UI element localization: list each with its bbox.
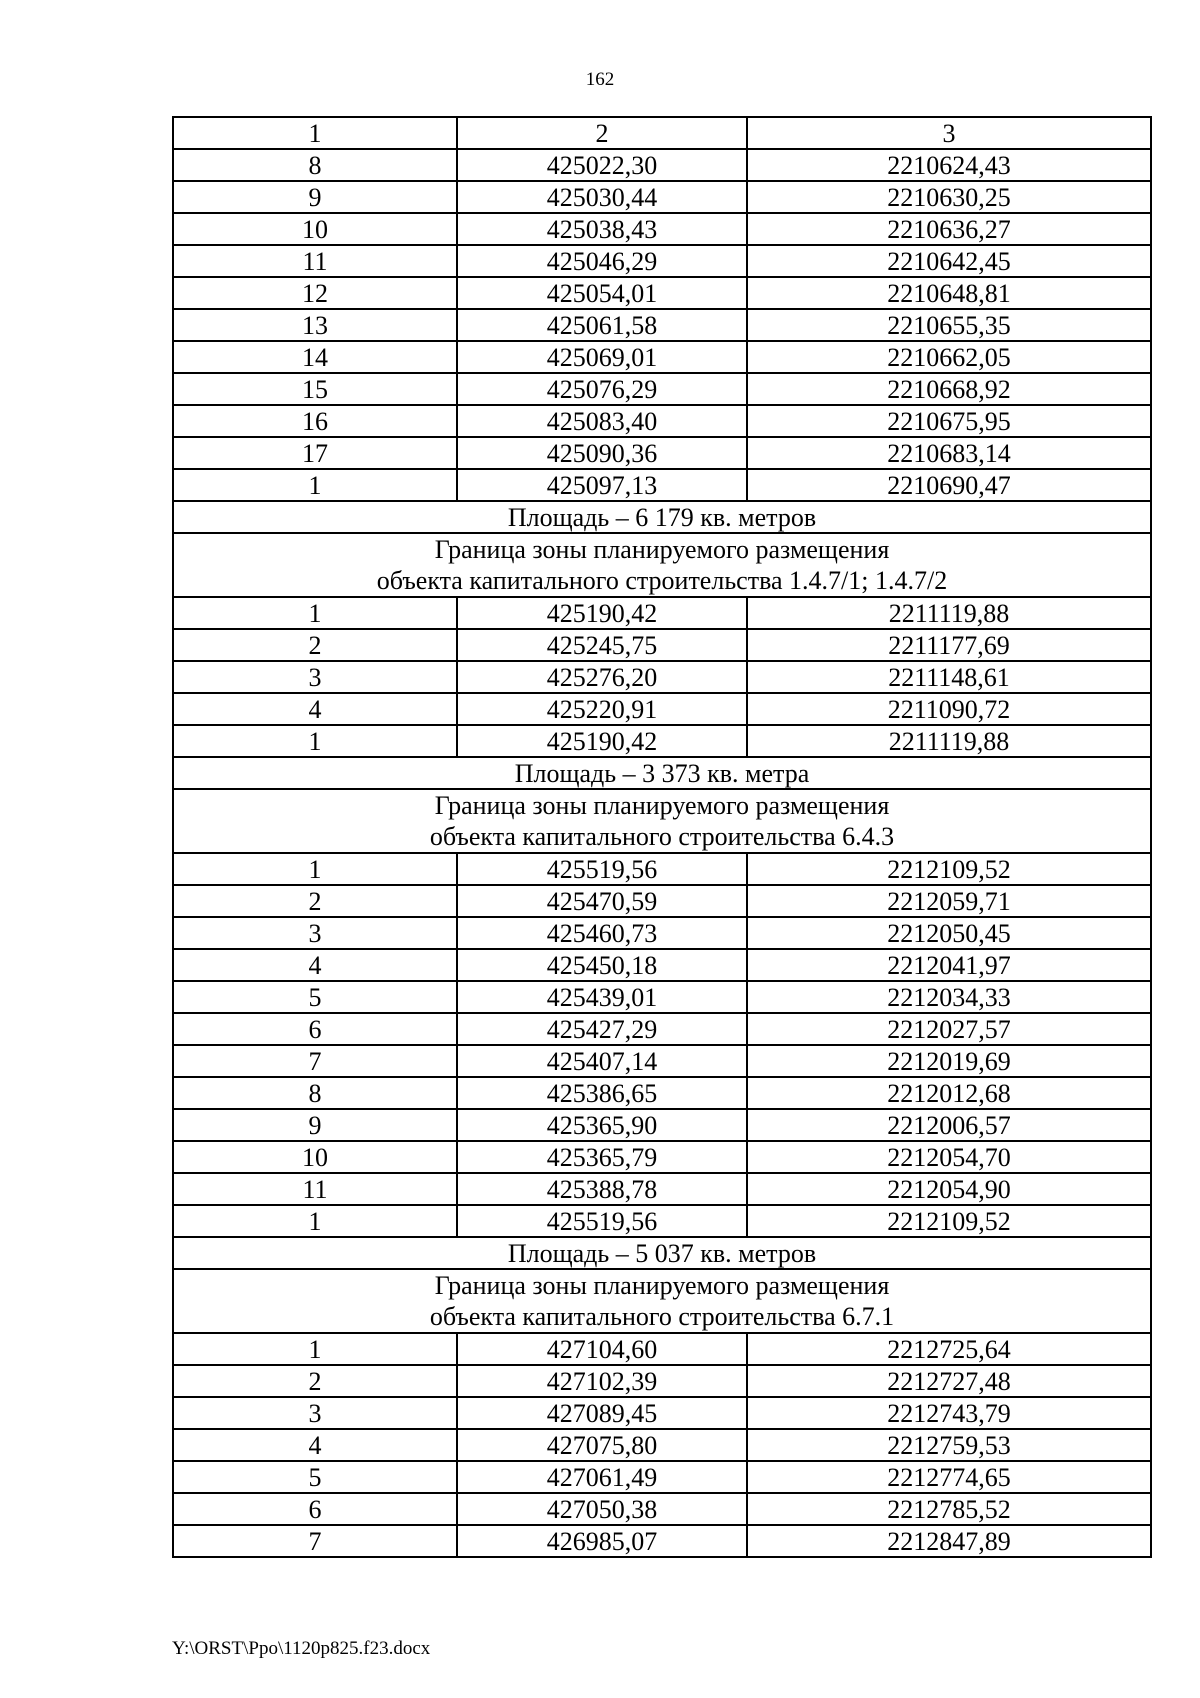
y-coordinate-cell: 2212847,89 bbox=[747, 1525, 1151, 1557]
coordinate-row bbox=[173, 1205, 1151, 1237]
x-coordinate-cell: 425407,14 bbox=[457, 1045, 747, 1077]
point-number-cell: 7 bbox=[173, 1525, 457, 1557]
zone-title-line: Граница зоны планируемого размещения bbox=[434, 535, 890, 564]
y-coordinate-cell: 2212041,97 bbox=[747, 949, 1151, 981]
point-number-cell: 7 bbox=[173, 1045, 457, 1077]
zone-title-row bbox=[173, 533, 1151, 597]
y-coordinate-cell: 2212059,71 bbox=[747, 885, 1151, 917]
y-coordinate-cell: 2212027,57 bbox=[747, 1013, 1151, 1045]
document-file-path: Y:\ORST\Ppo\1120p825.f23.docx bbox=[172, 1638, 431, 1659]
x-coordinate-cell: 425038,43 bbox=[457, 213, 747, 245]
x-coordinate-cell: 425220,91 bbox=[457, 693, 747, 725]
point-number-cell: 1 bbox=[173, 469, 457, 501]
x-coordinate-cell: 425069,01 bbox=[457, 341, 747, 373]
x-coordinate-cell: 425190,42 bbox=[457, 597, 747, 629]
point-number-cell: 2 bbox=[173, 885, 457, 917]
header-cell-point: 1 bbox=[173, 117, 457, 149]
coordinate-row bbox=[173, 1141, 1151, 1173]
x-coordinate-cell: 425046,29 bbox=[457, 245, 747, 277]
point-number-cell: 13 bbox=[173, 309, 457, 341]
coordinate-row bbox=[173, 373, 1151, 405]
x-coordinate-cell: 427104,60 bbox=[457, 1333, 747, 1365]
point-number-cell: 1 bbox=[173, 853, 457, 885]
zone-title-row bbox=[173, 1269, 1151, 1333]
coordinate-row bbox=[173, 917, 1151, 949]
y-coordinate-cell: 2210630,25 bbox=[747, 181, 1151, 213]
coordinate-row bbox=[173, 693, 1151, 725]
point-number-cell: 1 bbox=[173, 725, 457, 757]
x-coordinate-cell: 425450,18 bbox=[457, 949, 747, 981]
coordinate-row bbox=[173, 949, 1151, 981]
coordinate-row bbox=[173, 853, 1151, 885]
zone-title-row bbox=[173, 789, 1151, 853]
x-coordinate-cell: 425076,29 bbox=[457, 373, 747, 405]
point-number-cell: 4 bbox=[173, 949, 457, 981]
x-coordinate-cell: 427089,45 bbox=[457, 1397, 747, 1429]
coordinate-row bbox=[173, 405, 1151, 437]
coordinate-row bbox=[173, 1109, 1151, 1141]
point-number-cell: 14 bbox=[173, 341, 457, 373]
zone-title-line: объекта капитального строительства 1.4.7/1; 1.4.7/2 bbox=[376, 566, 948, 595]
point-number-cell: 5 bbox=[173, 981, 457, 1013]
coordinate-row bbox=[173, 885, 1151, 917]
y-coordinate-cell: 2212034,33 bbox=[747, 981, 1151, 1013]
point-number-cell: 1 bbox=[173, 1333, 457, 1365]
area-cell: Площадь – 5 037 кв. метров bbox=[173, 1237, 1151, 1269]
coordinate-row bbox=[173, 1173, 1151, 1205]
y-coordinate-cell: 2212759,53 bbox=[747, 1429, 1151, 1461]
coordinate-row bbox=[173, 213, 1151, 245]
point-number-cell: 3 bbox=[173, 661, 457, 693]
point-number-cell: 2 bbox=[173, 1365, 457, 1397]
coordinate-row bbox=[173, 1365, 1151, 1397]
y-coordinate-cell: 2210624,43 bbox=[747, 149, 1151, 181]
coordinate-row bbox=[173, 725, 1151, 757]
point-number-cell: 9 bbox=[173, 181, 457, 213]
point-number-cell: 5 bbox=[173, 1461, 457, 1493]
area-row bbox=[173, 501, 1151, 533]
point-number-cell: 8 bbox=[173, 149, 457, 181]
coordinate-row bbox=[173, 469, 1151, 501]
coordinate-row bbox=[173, 1397, 1151, 1429]
y-coordinate-cell: 2212006,57 bbox=[747, 1109, 1151, 1141]
y-coordinate-cell: 2210636,27 bbox=[747, 213, 1151, 245]
y-coordinate-cell: 2212012,68 bbox=[747, 1077, 1151, 1109]
point-number-cell: 3 bbox=[173, 917, 457, 949]
y-coordinate-cell: 2210642,45 bbox=[747, 245, 1151, 277]
x-coordinate-cell: 425365,79 bbox=[457, 1141, 747, 1173]
y-coordinate-cell: 2210655,35 bbox=[747, 309, 1151, 341]
y-coordinate-cell: 2212109,52 bbox=[747, 853, 1151, 885]
point-number-cell: 2 bbox=[173, 629, 457, 661]
x-coordinate-cell: 425470,59 bbox=[457, 885, 747, 917]
coordinates-table bbox=[172, 116, 1152, 1558]
x-coordinate-cell: 425190,42 bbox=[457, 725, 747, 757]
y-coordinate-cell: 2212727,48 bbox=[747, 1365, 1151, 1397]
y-coordinate-cell: 2210662,05 bbox=[747, 341, 1151, 373]
y-coordinate-cell: 2211177,69 bbox=[747, 629, 1151, 661]
coordinate-row bbox=[173, 1045, 1151, 1077]
zone-title-cell bbox=[173, 789, 1151, 853]
point-number-cell: 9 bbox=[173, 1109, 457, 1141]
x-coordinate-cell: 425386,65 bbox=[457, 1077, 747, 1109]
y-coordinate-cell: 2212785,52 bbox=[747, 1493, 1151, 1525]
x-coordinate-cell: 427050,38 bbox=[457, 1493, 747, 1525]
x-coordinate-cell: 425276,20 bbox=[457, 661, 747, 693]
coordinate-row bbox=[173, 245, 1151, 277]
zone-title-line: Граница зоны планируемого размещения bbox=[434, 791, 890, 820]
y-coordinate-cell: 2210683,14 bbox=[747, 437, 1151, 469]
y-coordinate-cell: 2212743,79 bbox=[747, 1397, 1151, 1429]
point-number-cell: 10 bbox=[173, 213, 457, 245]
coordinate-row bbox=[173, 181, 1151, 213]
coordinate-row bbox=[173, 309, 1151, 341]
x-coordinate-cell: 425061,58 bbox=[457, 309, 747, 341]
coordinate-row bbox=[173, 1493, 1151, 1525]
x-coordinate-cell: 427102,39 bbox=[457, 1365, 747, 1397]
y-coordinate-cell: 2212109,52 bbox=[747, 1205, 1151, 1237]
coordinate-row bbox=[173, 981, 1151, 1013]
x-coordinate-cell: 427061,49 bbox=[457, 1461, 747, 1493]
area-cell: Площадь – 6 179 кв. метров bbox=[173, 501, 1151, 533]
x-coordinate-cell: 425439,01 bbox=[457, 981, 747, 1013]
coordinate-row bbox=[173, 1077, 1151, 1109]
y-coordinate-cell: 2210675,95 bbox=[747, 405, 1151, 437]
point-number-cell: 11 bbox=[173, 1173, 457, 1205]
x-coordinate-cell: 425519,56 bbox=[457, 853, 747, 885]
area-cell: Площадь – 3 373 кв. метра bbox=[173, 757, 1151, 789]
point-number-cell: 6 bbox=[173, 1013, 457, 1045]
y-coordinate-cell: 2212054,70 bbox=[747, 1141, 1151, 1173]
y-coordinate-cell: 2210668,92 bbox=[747, 373, 1151, 405]
x-coordinate-cell: 425083,40 bbox=[457, 405, 747, 437]
header-cell-x: 2 bbox=[457, 117, 747, 149]
zone-title-cell bbox=[173, 533, 1151, 597]
point-number-cell: 6 bbox=[173, 1493, 457, 1525]
x-coordinate-cell: 425030,44 bbox=[457, 181, 747, 213]
y-coordinate-cell: 2211148,61 bbox=[747, 661, 1151, 693]
x-coordinate-cell: 425388,78 bbox=[457, 1173, 747, 1205]
x-coordinate-cell: 425245,75 bbox=[457, 629, 747, 661]
x-coordinate-cell: 426985,07 bbox=[457, 1525, 747, 1557]
coordinate-row bbox=[173, 437, 1151, 469]
coordinate-row bbox=[173, 661, 1151, 693]
x-coordinate-cell: 425519,56 bbox=[457, 1205, 747, 1237]
y-coordinate-cell: 2212054,90 bbox=[747, 1173, 1151, 1205]
header-cell-y: 3 bbox=[747, 117, 1151, 149]
zone-title-line: объекта капитального строительства 6.7.1 bbox=[429, 1302, 895, 1331]
point-number-cell: 4 bbox=[173, 1429, 457, 1461]
area-row bbox=[173, 757, 1151, 789]
y-coordinate-cell: 2211119,88 bbox=[747, 725, 1151, 757]
coordinate-row bbox=[173, 1461, 1151, 1493]
x-coordinate-cell: 425090,36 bbox=[457, 437, 747, 469]
page-number: 162 bbox=[585, 69, 615, 90]
y-coordinate-cell: 2211090,72 bbox=[747, 693, 1151, 725]
coordinate-row bbox=[173, 149, 1151, 181]
y-coordinate-cell: 2210690,47 bbox=[747, 469, 1151, 501]
point-number-cell: 10 bbox=[173, 1141, 457, 1173]
coordinate-row bbox=[173, 277, 1151, 309]
zone-title-cell bbox=[173, 1269, 1151, 1333]
x-coordinate-cell: 425460,73 bbox=[457, 917, 747, 949]
area-row bbox=[173, 1237, 1151, 1269]
point-number-cell: 16 bbox=[173, 405, 457, 437]
x-coordinate-cell: 425054,01 bbox=[457, 277, 747, 309]
point-number-cell: 1 bbox=[173, 1205, 457, 1237]
table-header-row bbox=[173, 117, 1151, 149]
point-number-cell: 1 bbox=[173, 597, 457, 629]
coordinate-row bbox=[173, 1525, 1151, 1557]
coordinates-table-body bbox=[173, 117, 1151, 1557]
coordinate-row bbox=[173, 1429, 1151, 1461]
zone-title-line: Граница зоны планируемого размещения bbox=[434, 1271, 890, 1300]
point-number-cell: 12 bbox=[173, 277, 457, 309]
coordinate-row bbox=[173, 629, 1151, 661]
coordinate-row bbox=[173, 341, 1151, 373]
coordinate-row bbox=[173, 597, 1151, 629]
point-number-cell: 11 bbox=[173, 245, 457, 277]
y-coordinate-cell: 2211119,88 bbox=[747, 597, 1151, 629]
x-coordinate-cell: 425365,90 bbox=[457, 1109, 747, 1141]
point-number-cell: 17 bbox=[173, 437, 457, 469]
y-coordinate-cell: 2212050,45 bbox=[747, 917, 1151, 949]
coordinate-row bbox=[173, 1013, 1151, 1045]
coordinate-row bbox=[173, 1333, 1151, 1365]
y-coordinate-cell: 2212019,69 bbox=[747, 1045, 1151, 1077]
point-number-cell: 3 bbox=[173, 1397, 457, 1429]
x-coordinate-cell: 425427,29 bbox=[457, 1013, 747, 1045]
x-coordinate-cell: 425097,13 bbox=[457, 469, 747, 501]
point-number-cell: 8 bbox=[173, 1077, 457, 1109]
y-coordinate-cell: 2210648,81 bbox=[747, 277, 1151, 309]
zone-title-line: объекта капитального строительства 6.4.3 bbox=[429, 822, 895, 851]
y-coordinate-cell: 2212725,64 bbox=[747, 1333, 1151, 1365]
point-number-cell: 15 bbox=[173, 373, 457, 405]
x-coordinate-cell: 425022,30 bbox=[457, 149, 747, 181]
y-coordinate-cell: 2212774,65 bbox=[747, 1461, 1151, 1493]
point-number-cell: 4 bbox=[173, 693, 457, 725]
x-coordinate-cell: 427075,80 bbox=[457, 1429, 747, 1461]
